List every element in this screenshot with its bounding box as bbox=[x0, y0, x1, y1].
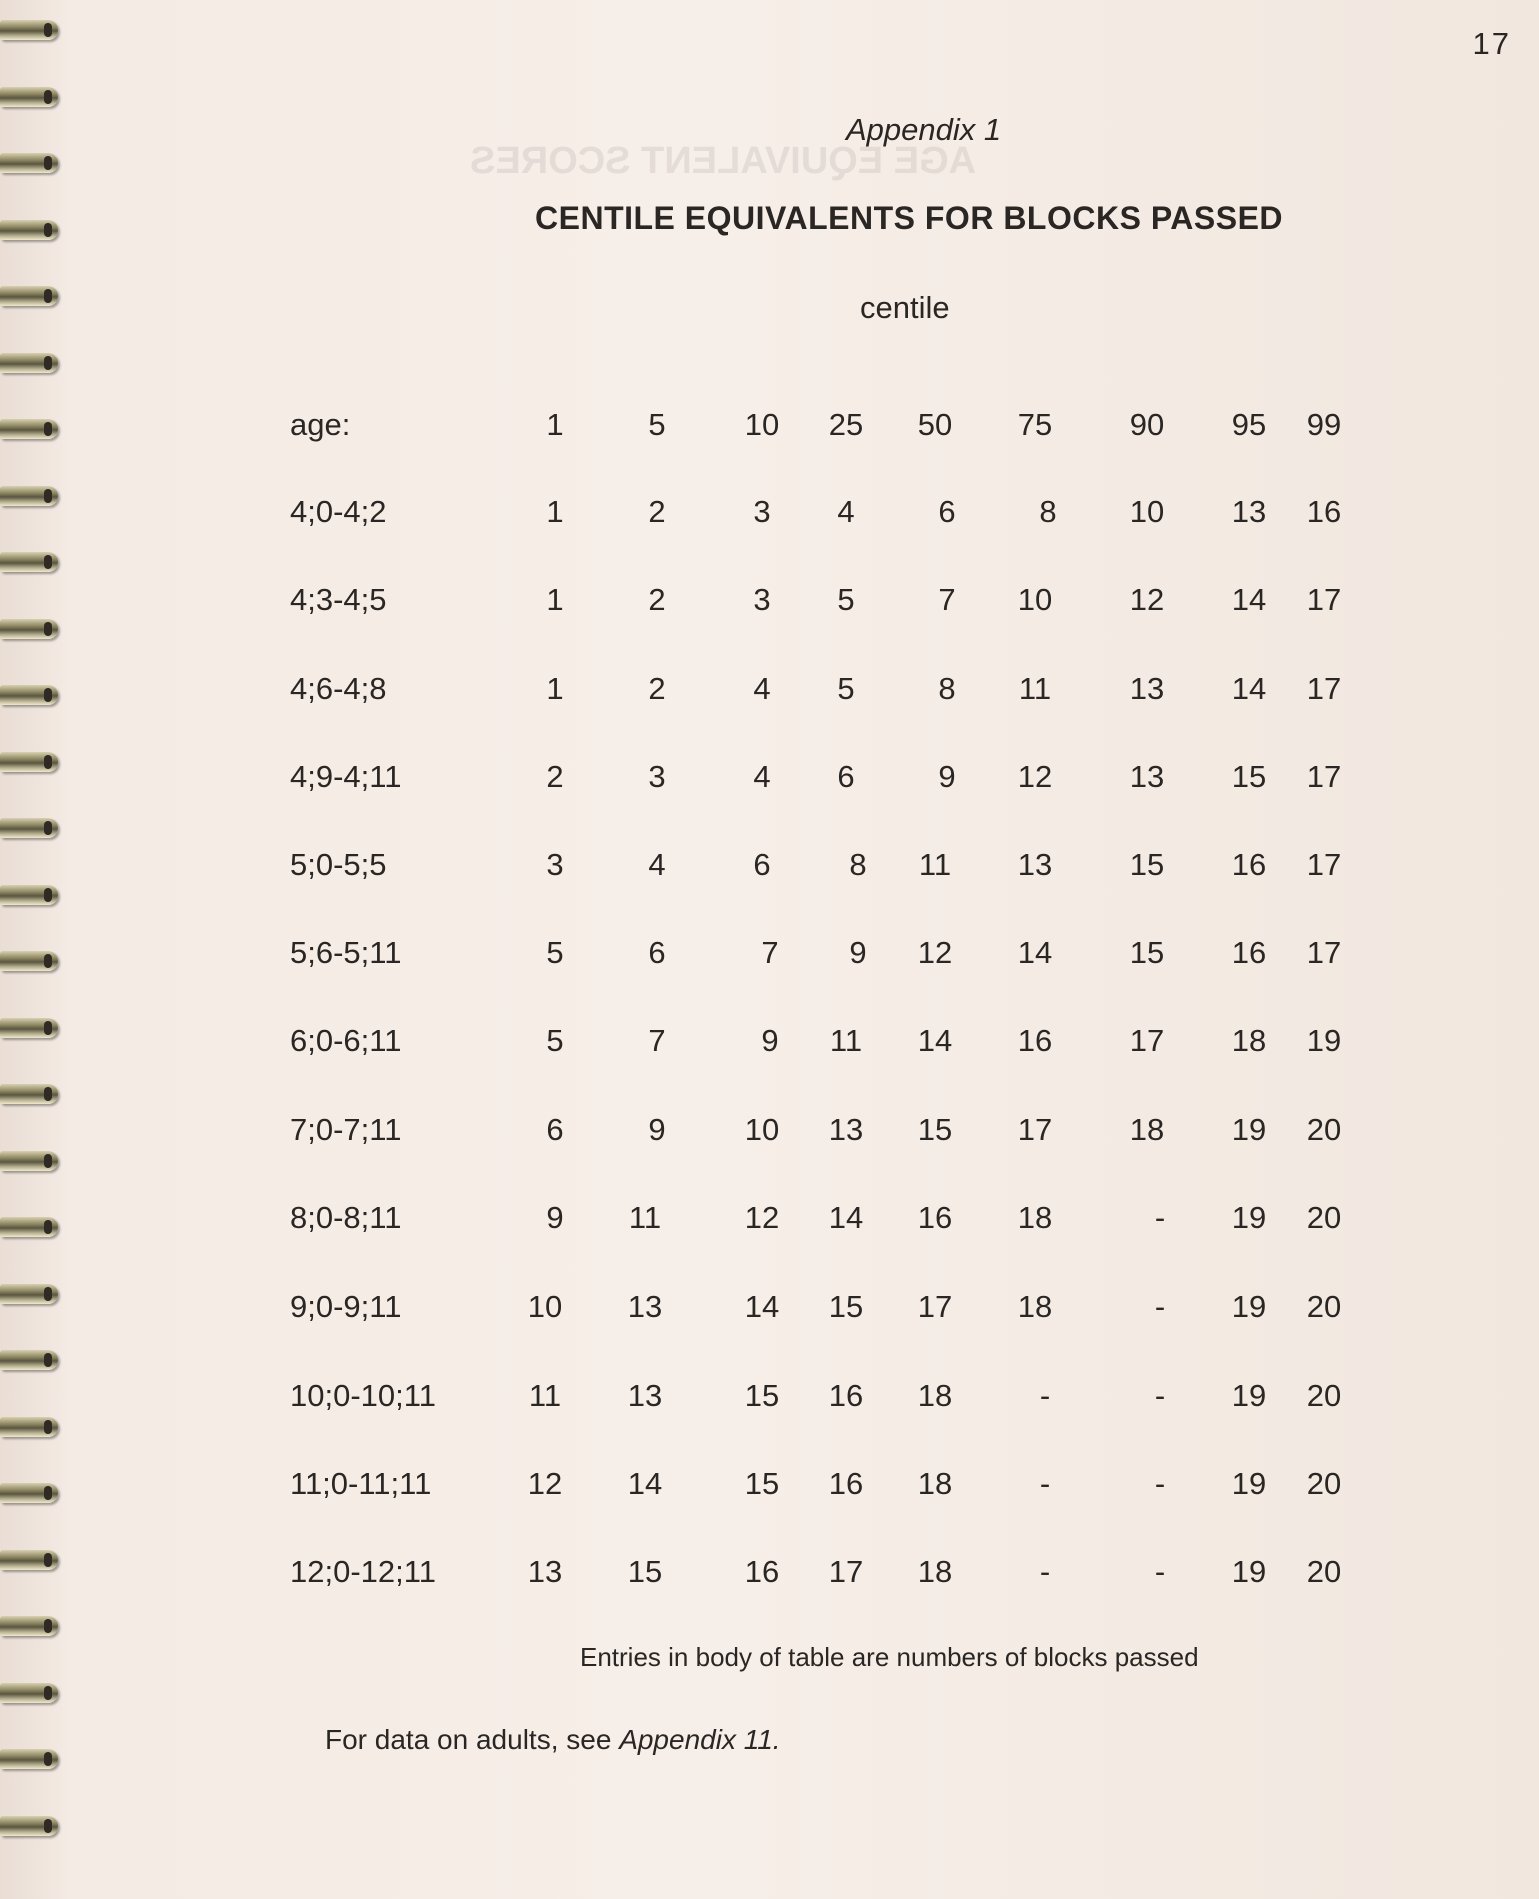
table-cell: 7 bbox=[938, 582, 956, 617]
table-cell: 18 bbox=[1017, 1289, 1053, 1324]
table-cell: 15 bbox=[627, 1554, 663, 1589]
age-range: 8;0-8;11 bbox=[290, 1200, 402, 1235]
table-cell: 9 bbox=[761, 1023, 779, 1058]
table-row bbox=[0, 671, 1539, 711]
age-range: 9;0-9;11 bbox=[290, 1289, 402, 1324]
table-cell: 15 bbox=[917, 1112, 953, 1147]
binding-coil bbox=[0, 818, 58, 838]
table-row bbox=[0, 759, 1539, 799]
table-row bbox=[0, 1023, 1539, 1063]
table-cell: 3 bbox=[546, 847, 564, 882]
age-range: 4;9-4;11 bbox=[290, 759, 402, 794]
table-cell: 13 bbox=[627, 1378, 663, 1413]
table-cell: 2 bbox=[648, 494, 666, 529]
table-cell: - bbox=[1154, 1554, 1166, 1589]
age-range: 5;6-5;11 bbox=[290, 935, 402, 970]
table-cell: 1 bbox=[546, 494, 564, 529]
table-cell: 15 bbox=[1129, 847, 1165, 882]
age-range: 4;3-4;5 bbox=[290, 582, 387, 617]
binding-coil bbox=[0, 1151, 58, 1171]
table-row bbox=[0, 582, 1539, 622]
table-cell: 16 bbox=[917, 1200, 953, 1235]
table-cell: 7 bbox=[648, 1023, 666, 1058]
table-cell: 9 bbox=[938, 759, 956, 794]
table-cell: - bbox=[1039, 1466, 1051, 1501]
table-cell: 6 bbox=[938, 494, 956, 529]
table-cell: - bbox=[1039, 1378, 1051, 1413]
centile-header: centile bbox=[860, 290, 950, 325]
table-row bbox=[0, 1554, 1539, 1594]
table-cell: 16 bbox=[1306, 494, 1342, 529]
table-cell: 18 bbox=[917, 1466, 953, 1501]
table-cell: 14 bbox=[1231, 671, 1267, 706]
table-cell: 12 bbox=[744, 1200, 780, 1235]
table-cell: 20 bbox=[1306, 1554, 1342, 1589]
table-cell: 2 bbox=[546, 759, 564, 794]
table-cell: 5 bbox=[837, 582, 855, 617]
table-cell: 20 bbox=[1306, 1378, 1342, 1413]
column-header: 99 bbox=[1306, 407, 1342, 442]
table-cell: 15 bbox=[1129, 935, 1165, 970]
table-cell: 17 bbox=[1129, 1023, 1165, 1058]
binding-coil bbox=[0, 1350, 58, 1370]
table-cell: 10 bbox=[1129, 494, 1165, 529]
table-row bbox=[0, 935, 1539, 975]
table-header-row bbox=[0, 407, 1539, 447]
table-cell: 19 bbox=[1231, 1466, 1267, 1501]
table-cell: 12 bbox=[527, 1466, 563, 1501]
adult-data-note bbox=[325, 1724, 781, 1756]
table-cell: 14 bbox=[917, 1023, 953, 1058]
table-cell: 9 bbox=[849, 935, 867, 970]
table-footnote: Entries in body of table are numbers of blocks passed bbox=[580, 1642, 1199, 1672]
table-cell: 10 bbox=[527, 1289, 563, 1324]
table-cell: 10 bbox=[744, 1112, 780, 1147]
table-cell: 11 bbox=[1018, 671, 1052, 706]
binding-coil bbox=[0, 87, 58, 107]
table-cell: 13 bbox=[1129, 671, 1165, 706]
table-row bbox=[0, 1466, 1539, 1506]
table-cell: 2 bbox=[648, 671, 666, 706]
table-cell: 17 bbox=[828, 1554, 864, 1589]
binding-coil bbox=[0, 1749, 58, 1769]
adult-note-text: For data on adults, see bbox=[325, 1724, 620, 1755]
table-cell: 6 bbox=[648, 935, 666, 970]
table-cell: 20 bbox=[1306, 1289, 1342, 1324]
age-range: 4;6-4;8 bbox=[290, 671, 387, 706]
table-cell: 15 bbox=[744, 1378, 780, 1413]
appendix-reference: Appendix 11. bbox=[619, 1724, 781, 1755]
table-cell: 13 bbox=[828, 1112, 864, 1147]
table-cell: 17 bbox=[1306, 671, 1342, 706]
table-cell: 12 bbox=[917, 935, 953, 970]
table-cell: 13 bbox=[527, 1554, 563, 1589]
table-cell: 8 bbox=[938, 671, 956, 706]
binding-coil bbox=[0, 153, 58, 173]
table-cell: 17 bbox=[1306, 847, 1342, 882]
table-cell: 19 bbox=[1231, 1112, 1267, 1147]
age-range: 7;0-7;11 bbox=[290, 1112, 402, 1147]
column-header: 25 bbox=[828, 407, 864, 442]
table-cell: 19 bbox=[1231, 1200, 1267, 1235]
table-cell: 20 bbox=[1306, 1200, 1342, 1235]
table-cell: 16 bbox=[828, 1378, 864, 1413]
column-header: 50 bbox=[917, 407, 953, 442]
table-cell: - bbox=[1154, 1378, 1166, 1413]
table-cell: 18 bbox=[917, 1378, 953, 1413]
table-row bbox=[0, 1378, 1539, 1418]
table-row bbox=[0, 847, 1539, 887]
table-cell: 16 bbox=[1231, 847, 1267, 882]
table-cell: 17 bbox=[917, 1289, 953, 1324]
column-header: 95 bbox=[1231, 407, 1267, 442]
page-number: 17 bbox=[1472, 26, 1511, 61]
binding-coil bbox=[0, 1417, 58, 1437]
binding-coil bbox=[0, 885, 58, 905]
binding-coil bbox=[0, 1816, 58, 1836]
table-cell: 3 bbox=[753, 494, 771, 529]
binding-coil bbox=[0, 220, 58, 240]
table-cell: 4 bbox=[648, 847, 666, 882]
table-row bbox=[0, 1112, 1539, 1152]
age-range: 4;0-4;2 bbox=[290, 494, 387, 529]
table-cell: 11 bbox=[829, 1023, 863, 1058]
table-cell: 19 bbox=[1231, 1289, 1267, 1324]
table-cell: 17 bbox=[1306, 582, 1342, 617]
table-cell: 13 bbox=[627, 1289, 663, 1324]
table-cell: 5 bbox=[837, 671, 855, 706]
table-cell: 20 bbox=[1306, 1466, 1342, 1501]
table-cell: 17 bbox=[1306, 759, 1342, 794]
binding-coil bbox=[0, 20, 58, 40]
table-cell: 16 bbox=[1017, 1023, 1053, 1058]
table-cell: 11 bbox=[918, 847, 952, 882]
table-cell: 14 bbox=[627, 1466, 663, 1501]
table-row bbox=[0, 1200, 1539, 1240]
table-cell: 9 bbox=[546, 1200, 564, 1235]
table-cell: 18 bbox=[1129, 1112, 1165, 1147]
column-header: 10 bbox=[744, 407, 780, 442]
table-cell: 5 bbox=[546, 1023, 564, 1058]
table-cell: - bbox=[1154, 1200, 1166, 1235]
column-header: 90 bbox=[1129, 407, 1165, 442]
table-cell: 8 bbox=[849, 847, 867, 882]
table-cell: 14 bbox=[1231, 582, 1267, 617]
binding-coil bbox=[0, 1084, 58, 1104]
table-cell: 7 bbox=[761, 935, 779, 970]
table-cell: 16 bbox=[1231, 935, 1267, 970]
binding-coil bbox=[0, 353, 58, 373]
age-range: 5;0-5;5 bbox=[290, 847, 387, 882]
table-cell: 18 bbox=[1017, 1200, 1053, 1235]
table-cell: 3 bbox=[648, 759, 666, 794]
table-cell: 16 bbox=[744, 1554, 780, 1589]
age-range: 12;0-12;11 bbox=[290, 1554, 436, 1589]
binding-coil bbox=[0, 552, 58, 572]
table-cell: 2 bbox=[648, 582, 666, 617]
table-cell: 19 bbox=[1306, 1023, 1342, 1058]
table-cell: 6 bbox=[837, 759, 855, 794]
table-cell: 16 bbox=[828, 1466, 864, 1501]
age-range: 11;0-11;11 bbox=[290, 1466, 432, 1501]
table-cell: 9 bbox=[648, 1112, 666, 1147]
table-cell: 14 bbox=[1017, 935, 1053, 970]
table-cell: 13 bbox=[1129, 759, 1165, 794]
table-cell: 12 bbox=[1129, 582, 1165, 617]
column-header: 75 bbox=[1017, 407, 1053, 442]
table-cell: 15 bbox=[828, 1289, 864, 1324]
binding-coil bbox=[0, 1616, 58, 1636]
table-cell: 14 bbox=[744, 1289, 780, 1324]
binding-coil bbox=[0, 286, 58, 306]
table-cell: 4 bbox=[753, 759, 771, 794]
table-row bbox=[0, 1289, 1539, 1329]
table-cell: 4 bbox=[837, 494, 855, 529]
table-cell: - bbox=[1039, 1554, 1051, 1589]
appendix-title: Appendix 1 bbox=[846, 112, 1002, 147]
table-row bbox=[0, 494, 1539, 534]
table-cell: 17 bbox=[1306, 935, 1342, 970]
table-cell: 1 bbox=[546, 671, 564, 706]
bleed-through-text: AGE EQUIVALENT SCORES bbox=[470, 140, 977, 182]
column-header: 5 bbox=[648, 407, 666, 442]
table-cell: 6 bbox=[753, 847, 771, 882]
column-header: 1 bbox=[546, 407, 564, 442]
table-cell: 15 bbox=[1231, 759, 1267, 794]
table-cell: 6 bbox=[546, 1112, 564, 1147]
age-header: age: bbox=[290, 407, 351, 442]
table-cell: 5 bbox=[546, 935, 564, 970]
table-cell: 11 bbox=[628, 1200, 662, 1235]
table-cell: 19 bbox=[1231, 1554, 1267, 1589]
table-cell: 11 bbox=[528, 1378, 562, 1413]
table-cell: - bbox=[1154, 1466, 1166, 1501]
table-cell: 17 bbox=[1017, 1112, 1053, 1147]
table-cell: 8 bbox=[1039, 494, 1057, 529]
table-cell: 18 bbox=[917, 1554, 953, 1589]
table-cell: 18 bbox=[1231, 1023, 1267, 1058]
table-cell: 15 bbox=[744, 1466, 780, 1501]
table-cell: 13 bbox=[1231, 494, 1267, 529]
table-cell: 1 bbox=[546, 582, 564, 617]
table-cell: 12 bbox=[1017, 759, 1053, 794]
table-cell: 20 bbox=[1306, 1112, 1342, 1147]
table-cell: 13 bbox=[1017, 847, 1053, 882]
binding-coil bbox=[0, 1683, 58, 1703]
age-range: 6;0-6;11 bbox=[290, 1023, 402, 1058]
table-cell: 19 bbox=[1231, 1378, 1267, 1413]
age-range: 10;0-10;11 bbox=[290, 1378, 436, 1413]
table-cell: - bbox=[1154, 1289, 1166, 1324]
page-title: CENTILE EQUIVALENTS FOR BLOCKS PASSED bbox=[535, 200, 1284, 236]
table-cell: 4 bbox=[753, 671, 771, 706]
table-cell: 10 bbox=[1017, 582, 1053, 617]
table-cell: 3 bbox=[753, 582, 771, 617]
table-cell: 14 bbox=[828, 1200, 864, 1235]
